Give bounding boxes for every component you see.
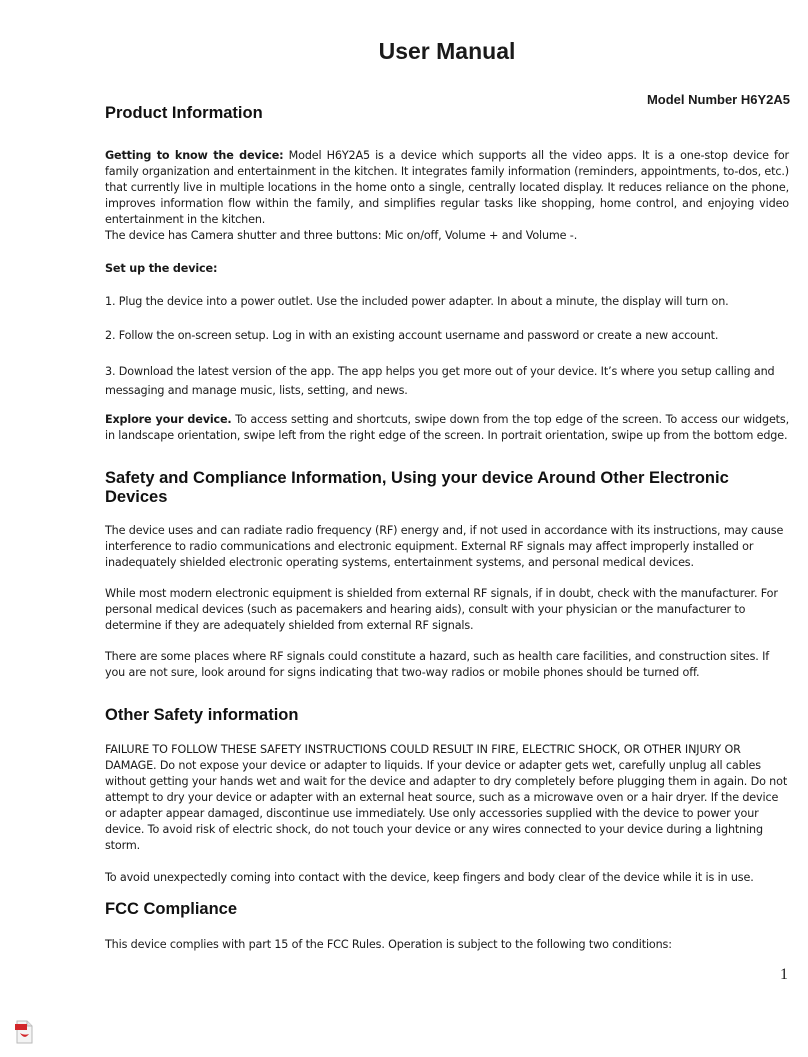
setup-step-2: 2. Follow the on-screen setup. Log in with an existing account username and password or create a new account. [105,329,719,342]
pdf-file-icon [14,1020,34,1044]
setup-step-3: 3. Download the latest version of the app. The app helps you get more out of your device. It’s where you setup calling and messaging and manage music, lists, setting, and news. [105,365,775,397]
other-safety-heading: Other Safety information [105,706,299,724]
safety-compliance-heading: Safety and Compliance Information, Using your device Around Other Electronic Devices [105,469,729,506]
explore-label: Explore your device. [105,413,232,426]
product-information-heading: Product Information [105,104,263,122]
buttons-paragraph: The device has Camera shutter and three buttons: Mic on/off, Volume + and Volume -. [105,229,578,242]
safety-paragraph-1: The device uses and can radiate radio frequency (RF) energy and, if not used in accordance with its instructions, may cause interference to radio communications and electronic equipment. External RF signals may affect improperly installed or inadequately shielded electronic operating systems, entertainment systems, and personal medical devices. [105,524,784,569]
model-number: Model Number H6Y2A5 [646,92,790,107]
explore-text: To access setting and shortcuts, swipe down from the top edge of the screen. To access our widgets, in landscape orientation, swipe left from the right edge of the screen. In portrait orientation, swipe up from the bottom edge. [105,413,790,442]
page-number: 1 [780,966,788,983]
safety-paragraph-3: There are some places where RF signals could constitute a hazard, such as health care facilities, and construction sites. If you are not sure, look around for signs indicating that two-way radios or mobile phones should be turned off. [105,650,770,679]
fcc-paragraph-1: This device complies with part 15 of the FCC Rules. Operation is subject to the following two conditions: [105,938,672,951]
setup-step-1: 1. Plug the device into a power outlet. Use the included power adapter. In about a minute, the display will turn on. [105,295,729,308]
document-title: User Manual [378,38,516,64]
other-safety-paragraph-1: FAILURE TO FOLLOW THESE SAFETY INSTRUCTIONS COULD RESULT IN FIRE, ELECTRIC SHOCK, OR OTHER INJURY OR DAMAGE. Do not expose your device or adapter to liquids. If your device or adapter gets wet, carefully unplug all cables without getting your hands wet and wait for the device and adapter to dry completely before plugging them in again. Do not attempt to dry your device or adapter with an external heat source, such as a microwave oven or a hair dryer. If the device or adapter appear damaged, discontinue use immediately. Use only accessories supplied with the device to power your device. To avoid risk of electric shock, do not touch your device or any wires connected to your device during a lightning storm. [105,743,788,852]
getting-to-know-paragraph [105,148,789,228]
explore-paragraph [105,412,789,444]
safety-paragraph-2: While most modern electronic equipment is shielded from external RF signals, if in doubt, check with the manufacturer. For personal medical devices (such as pacemakers and hearing aids), consult with your physician or the manufacturer to determine if they are adequately shielded from external RF signals. [105,587,778,632]
fcc-compliance-heading: FCC Compliance [105,900,238,918]
other-safety-paragraph-2: To avoid unexpectedly coming into contact with the device, keep fingers and body clear of the device while it is in use. [105,871,754,884]
setup-label: Set up the device: [105,262,218,275]
getting-to-know-label: Getting to know the device: [105,149,284,162]
getting-to-know-text: Model H6Y2A5 is a device which supports all the video apps. It is a one-stop device for family organization and entertainment in the kitchen. It integrates family information (reminders, appointments, to-dos, etc.) that currently live in multiple locations in the home onto a single, centrally located display. It reduces reliance on the phone, improves information flow within the family, and simplifies regular tasks like shopping, home control, and enjoying video entertainment in the kitchen. [105,149,789,226]
document-body [105,104,789,953]
